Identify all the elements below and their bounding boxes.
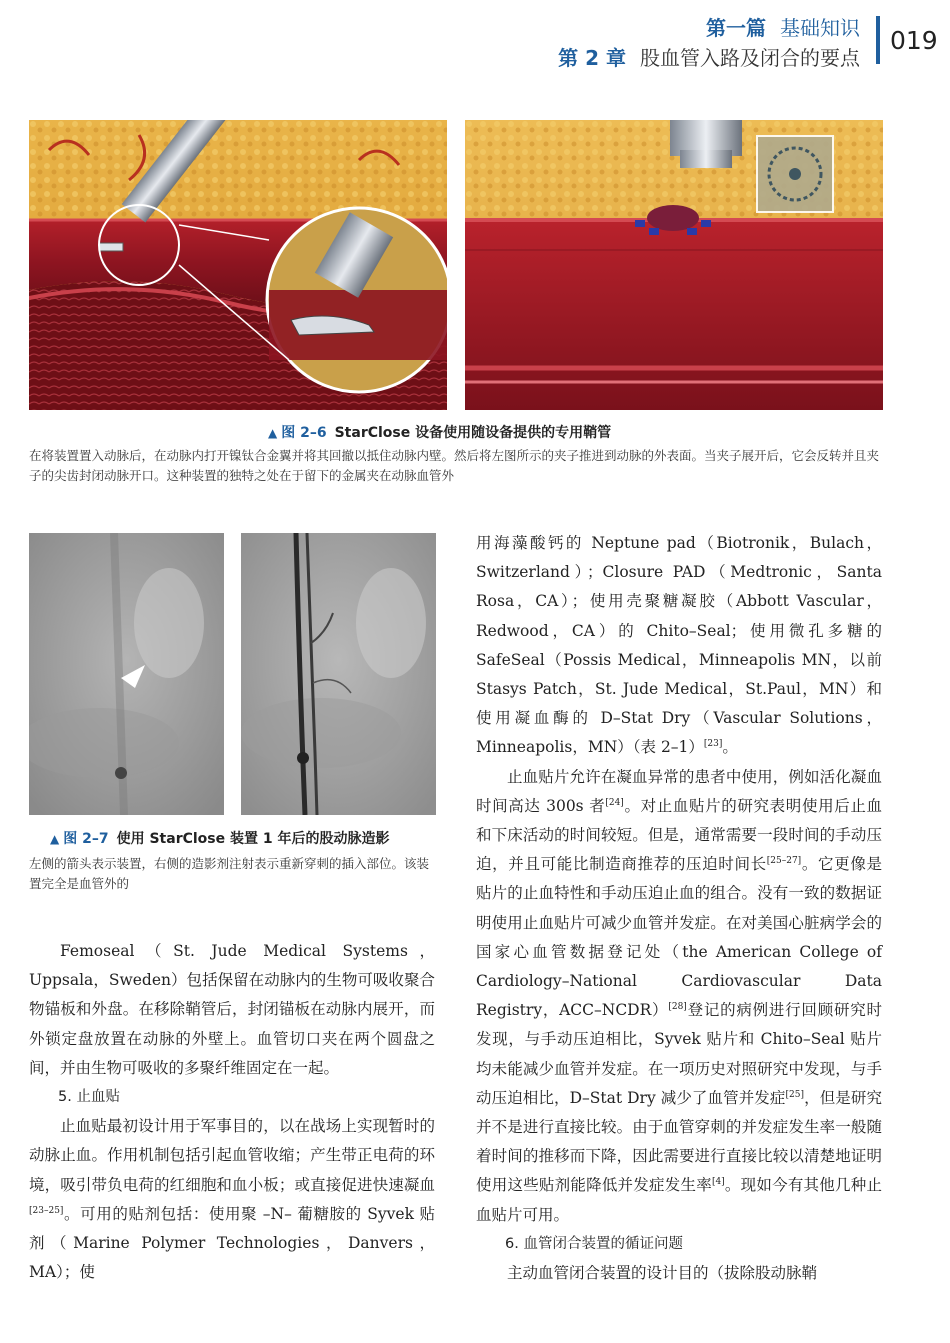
caption-triangle-icon: ▲ bbox=[268, 426, 278, 440]
figure-2-6-left-illustration bbox=[29, 120, 447, 410]
figure-2-7-caption-text: 左侧的箭头表示装置，右侧的造影剂注射表示重新穿刺的插入部位。该装置完全是血管外的 bbox=[29, 856, 430, 891]
patch-list-paragraph bbox=[476, 529, 882, 763]
chapter-title: 股血管入路及闭合的要点 bbox=[640, 46, 860, 70]
page-number: 019 bbox=[890, 26, 938, 55]
running-header-part bbox=[706, 12, 860, 41]
starclose-deployment-drawing bbox=[29, 120, 447, 410]
figure-2-6-label: 图 2–6 bbox=[281, 425, 327, 441]
patch-list-text: 用海藻酸钙的 Neptune pad（Biotronik，Bulach，Switzerland）；Closure PAD（Medtronic，Santa Rosa，CA）；使用壳聚糖凝胶（Abbott Vascular，Redwood，CA）的 Chito–Seal；使用微孔多糖的 SafeSeal（Possis Medical，Minneapolis MN，以前 Stasys Patch，St. Jude Medical，St.Paul，MN）和使用凝血酶的 D–Stat Dry（Vascular Solutions，Minneapolis，MN）（表 2–1） bbox=[476, 534, 882, 757]
figure-2-7-title: 使用 StarClose 装置 1 年后的股动脉造影 bbox=[116, 831, 390, 847]
patch-list-end: 。 bbox=[722, 738, 738, 757]
figure-2-6-caption-text: 在将装置置入动脉后，在动脉内打开镍钛合金翼并将其回撤以抵住动脉内壁。然后将左图所示的夹子推进到动脉的外表面。当夹子展开后，它会反转并且夹子的尖齿封闭动脉开口。这种装置的独特之处在于留下的金属夹在动脉血管外 bbox=[29, 448, 880, 483]
evidence-text-6: 。现如今有其他几种止血贴片可用。 bbox=[476, 1176, 882, 1224]
figure-2-6-title: StarClose 设备使用随设备提供的专用鞘管 bbox=[334, 425, 612, 441]
angiogram-right bbox=[241, 533, 436, 815]
citation-25: [25] bbox=[785, 1089, 804, 1100]
right-column-body bbox=[476, 529, 882, 1288]
citation-23-25: [23–25] bbox=[29, 1205, 64, 1216]
femoseal-paragraph: Femoseal（St. Jude Medical Systems，Uppsala，Sweden）包括保留在动脉内的生物可吸收聚合物锚板和外盘。在移除鞘管后，封闭锚板在动脉内展开，而外锁定盘放置在动脉的外壁上。血管切口夹在两个圆盘之间，并由生物可吸收的多聚纤维固定在一起。 bbox=[29, 942, 435, 1077]
citation-25-27: [25–27] bbox=[766, 856, 802, 867]
caption-triangle-icon: ▲ bbox=[50, 832, 60, 846]
patch-text-1: 止血贴最初设计用于军事目的，以在战场上实现暂时的动脉止血。作用机制包括引起血管收缩；产生带正电荷的环境，吸引带负电荷的红细胞和血小板；或直接促进快速凝血 bbox=[29, 1117, 435, 1194]
patch-text-2: 。可用的贴剂包括：使用聚 –N– 葡糖胺的 Syvek 贴剂（Marine Polymer Technologies，Danvers，MA）；使 bbox=[29, 1204, 435, 1282]
figure-2-6-caption-title bbox=[268, 422, 611, 442]
section-5-heading: 5. 止血贴 bbox=[58, 1089, 120, 1106]
part-title: 基础知识 bbox=[780, 16, 860, 40]
evidence-text-4: 登记的病例进行回顾研究时发现，与手动压迫相比，Syvek 贴片和 Chito–Seal 贴片均未能减少血管并发症。在一项历史对照研究中发现，与手动压迫相比，D–Stat Dry 减少了血管并发症 bbox=[476, 1001, 882, 1107]
chapter-number: 第 2 章 bbox=[558, 46, 626, 70]
citation-28: [28] bbox=[668, 1002, 687, 1013]
figure-2-7-label: 图 2–7 bbox=[63, 831, 109, 847]
evidence-text-5: ，但是研究并不是进行直接比较。由于血管穿刺的并发症发生率一般随着时间的推移而下降，因此需要进行直接比较以清楚地证明使用这些贴剂能降低并发症发生率 bbox=[476, 1088, 882, 1195]
figure-2-7-right-angiogram bbox=[241, 533, 436, 815]
running-header-chapter bbox=[558, 42, 860, 71]
citation-23: [23] bbox=[703, 739, 723, 750]
figure-2-6-right-illustration bbox=[465, 120, 883, 410]
citation-4: [4] bbox=[711, 1177, 725, 1188]
evidence-text-2: 。对止血贴片的研究表明使用后止血和下床活动的时间较短。但是，通常需要一段时间的手动压迫，并且可能比制造商推荐的压迫时间长 bbox=[476, 796, 882, 874]
left-column-body bbox=[29, 937, 435, 1287]
citation-24: [24] bbox=[605, 797, 624, 808]
figure-2-7-caption-title bbox=[50, 828, 389, 848]
hemostatic-patch-paragraph bbox=[29, 1112, 435, 1287]
closure-device-paragraph: 主动血管闭合装置的设计目的（拔除股动脉鞘 bbox=[507, 1264, 818, 1283]
starclose-clip-drawing bbox=[465, 120, 883, 410]
header-divider bbox=[876, 16, 880, 64]
part-number: 第一篇 bbox=[706, 16, 766, 40]
evidence-text-1: 止血贴片允许在凝血异常的患者中使用，例如活化凝血时间高达 300s 者 bbox=[476, 767, 882, 815]
patch-evidence-paragraph bbox=[476, 763, 882, 1230]
section-6-heading: 6. 血管闭合装置的循证问题 bbox=[505, 1235, 683, 1252]
figure-2-7-left-angiogram bbox=[29, 533, 224, 815]
angiogram-left bbox=[29, 533, 224, 815]
evidence-text-3: 。它更像是贴片的止血特性和手动压迫止血的组合。没有一致的数据证明使用止血贴片可减少血管并发症。在对美国心脏病学会的国家心血管数据登记处（the American College of Cardiology–National Cardiovascular Data Registry，ACC–NCDR） bbox=[476, 855, 882, 1020]
